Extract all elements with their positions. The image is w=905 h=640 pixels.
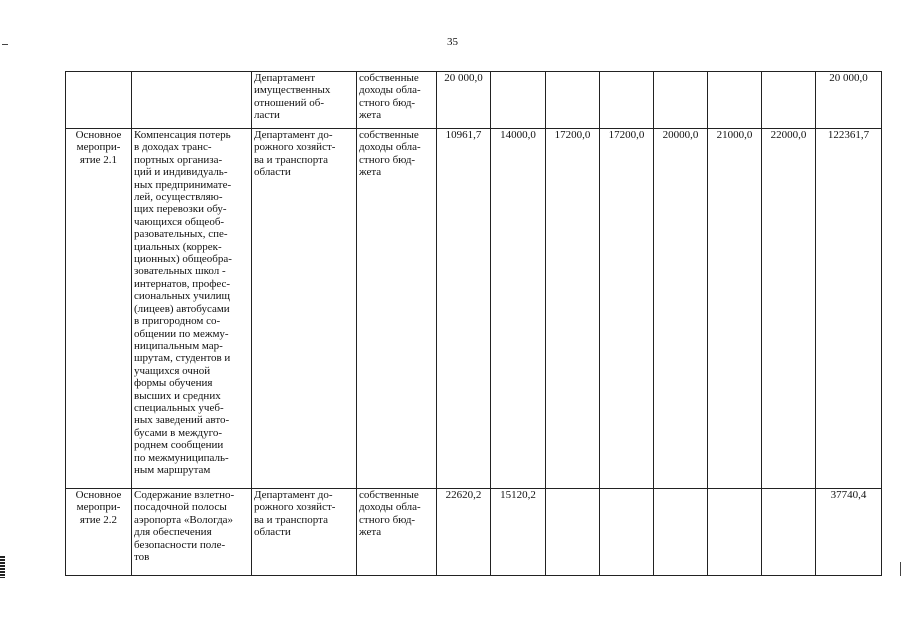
event-description: Содержание взлетно- посадочной полосы аэропорта «Вологда» для обеспечения безопасности поле- тов — [132, 489, 252, 576]
amount-cell — [546, 489, 600, 576]
table-row — [66, 489, 882, 576]
funding-source-cell: собственные доходы обла- стного бюд- жета — [357, 72, 437, 129]
amount-cell: 22620,2 — [437, 489, 491, 576]
amount-cell: 14000,0 — [491, 129, 546, 489]
amount-cell: 21000,0 — [708, 129, 762, 489]
total-cell: 37740,4 — [816, 489, 882, 576]
amount-cell: 17200,0 — [600, 129, 654, 489]
amount-cell — [762, 72, 816, 129]
amount-cell — [654, 72, 708, 129]
executor-cell: Департамент имущественных отношений об- ласти — [252, 72, 357, 129]
executor-cell: Департамент до- рожного хозяйст- ва и транспорта области — [252, 129, 357, 489]
amount-cell: 15120,2 — [491, 489, 546, 576]
scan-edge-mark — [2, 44, 8, 45]
table-row — [66, 129, 882, 489]
table-row — [66, 72, 882, 129]
amount-cell — [491, 72, 546, 129]
amount-cell — [762, 489, 816, 576]
amount-cell: 17200,0 — [546, 129, 600, 489]
amount-cell: 20000,0 — [654, 129, 708, 489]
event-label: Основное меропри- ятие 2.1 — [66, 129, 132, 489]
amount-cell — [708, 489, 762, 576]
funding-source-cell: собственные доходы обла- стного бюд- жета — [357, 129, 437, 489]
amount-cell — [546, 72, 600, 129]
amount-cell: 22000,0 — [762, 129, 816, 489]
amount-cell — [600, 72, 654, 129]
scan-edge-mark — [0, 556, 5, 578]
funding-source-cell: собственные доходы обла- стного бюд- жета — [357, 489, 437, 576]
total-cell: 122361,7 — [816, 129, 882, 489]
budget-table — [65, 71, 882, 576]
event-description: Компенсация потерь в доходах транс- портных организа- ций и индивидуаль- ных предпринимате- лей, осуществляю- щих перевозки обу- чающихся общеоб- разовательных, спе- циальных (коррек- ционных) общеобра- зовательных школ - интернатов, профес- сиональных училищ (лицеев) автобусами в пригородном со- общении по межму- ниципальным мар- шрутам, студентов и учащихся очной формы обучения высших и средних специальных учеб- ных заведений авто- бусами в междуго- роднем сообщении по межмуниципаль- ным маршрутам — [132, 129, 252, 489]
amount-cell — [708, 72, 762, 129]
event-label: Основное меропри- ятие 2.2 — [66, 489, 132, 576]
amount-cell — [600, 489, 654, 576]
amount-cell: 20 000,0 — [437, 72, 491, 129]
event-description — [132, 72, 252, 129]
amount-cell — [654, 489, 708, 576]
total-cell: 20 000,0 — [816, 72, 882, 129]
scan-edge-mark — [900, 562, 901, 576]
amount-cell: 10961,7 — [437, 129, 491, 489]
page-number: 35 — [447, 36, 458, 48]
executor-cell: Департамент до- рожного хозяйст- ва и транспорта области — [252, 489, 357, 576]
event-label — [66, 72, 132, 129]
